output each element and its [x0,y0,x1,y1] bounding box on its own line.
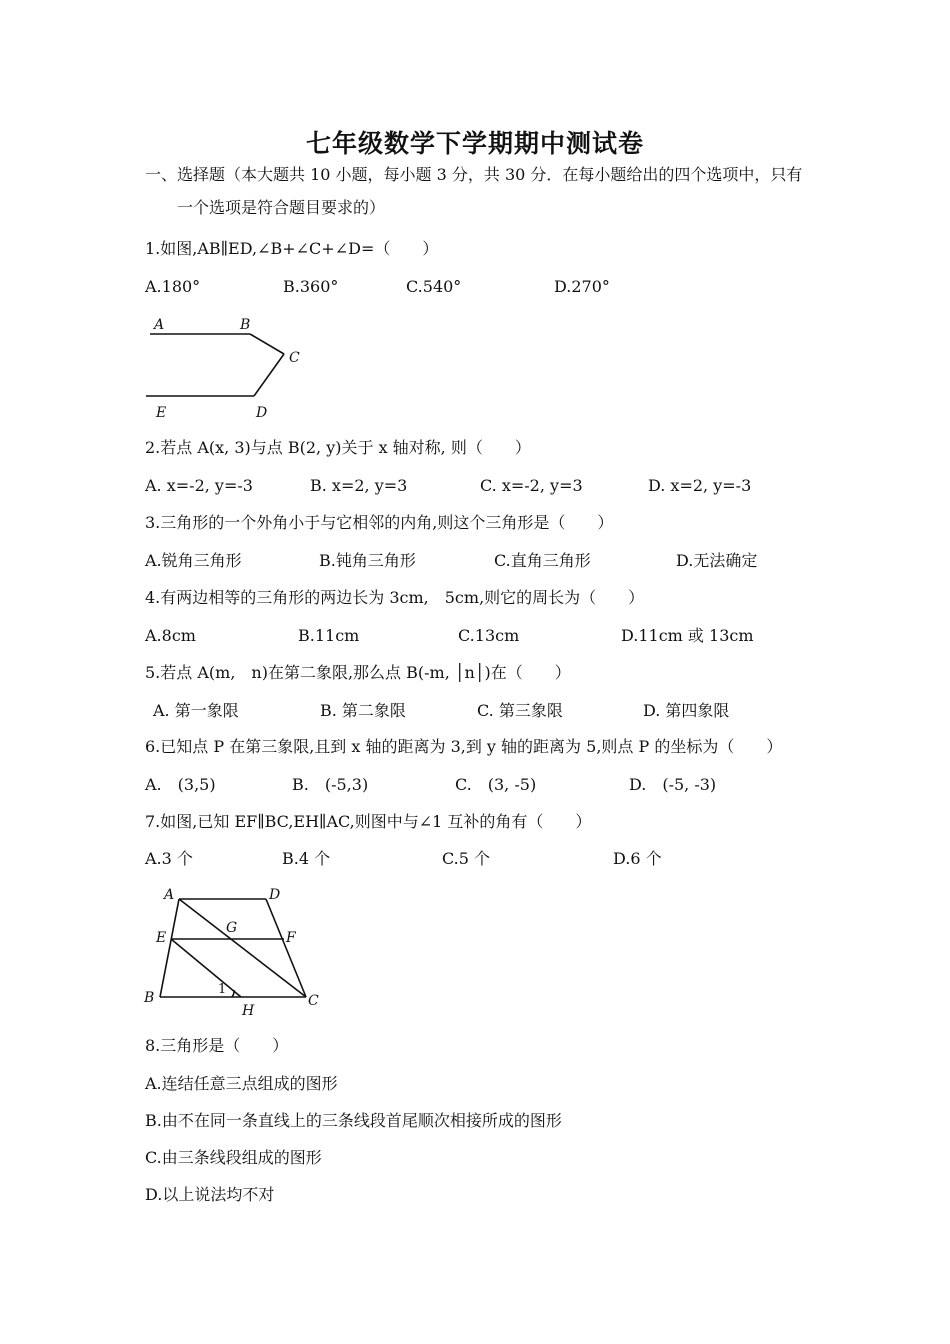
line-ab [160,899,179,997]
question-1-option-d: D.270° [554,277,610,296]
question-8-stem: 8.三角形是（ ） [145,1036,289,1055]
question-4-option-d: D.11cm 或 13cm [621,626,754,645]
question-6-option-b: B. (-5,3) [292,775,369,794]
question-6-option-d: D. (-5, -3) [629,775,717,794]
question-4-option-b: B.11cm [298,626,360,645]
question-1-option-c: C.540° [406,277,462,296]
question-6-option-c: C. (3, -5) [455,775,537,794]
figure-1-label-e: E [156,405,167,421]
figure-1-label-c: C [289,350,300,366]
question-5-option-d: D. 第四象限 [643,701,730,720]
question-6-options [145,774,845,796]
line-eh [171,939,241,997]
question-5-options [145,700,845,722]
figure-2-label-g: G [226,920,238,936]
question-3-option-a: A.锐角三角形 [145,551,242,570]
line-cd [254,354,284,396]
question-4-stem: 4.有两边相等的三角形的两边长为 3cm, 5cm,则它的周长为（ ） [145,588,645,607]
page-title: 七年级数学下学期期中测试卷 [305,129,644,158]
line-ac [179,899,306,997]
question-8-option-c: C.由三条线段组成的图形 [145,1148,322,1167]
question-7-option-c: C.5 个 [442,849,491,868]
figure-1-label-a: A [154,317,165,333]
question-1-option-b: B.360° [283,277,339,296]
question-2-option-b: B. x=2, y=3 [310,476,408,495]
question-2-options [145,475,845,497]
question-2-option-a: A. x=-2, y=-3 [145,476,253,495]
figure-2-label-a: A [164,887,175,903]
figure-2-label-c: C [308,993,319,1009]
question-5-stem: 5.若点 A(m, n)在第二象限,那么点 B(-m, │n│)在（ ） [145,663,571,682]
question-7-stem: 7.如图,已知 EF∥BC,EH∥AC,则图中与∠1 互补的角有（ ） [145,812,592,831]
figure-1-label-b: B [240,317,251,333]
figure-1-parallel-lines [140,312,320,424]
figure-2-label-f: F [286,930,296,946]
question-3-stem: 3.三角形的一个外角小于与它相邻的内角,则这个三角形是（ ） [145,513,614,532]
question-7-option-b: B.4 个 [282,849,331,868]
question-5-option-c: C. 第三象限 [477,701,563,720]
question-3-option-b: B.钝角三角形 [319,551,416,570]
question-2-option-d: D. x=2, y=-3 [648,476,752,495]
figure-2-label-h: H [242,1003,255,1019]
question-8-option-d: D.以上说法均不对 [145,1185,275,1204]
figure-2-label-d: D [269,887,281,903]
question-3-option-d: D.无法确定 [676,551,758,570]
question-5-option-b: B. 第二象限 [320,701,406,720]
question-8-option-b: B.由不在同一条直线上的三条线段首尾顺次相接所成的图形 [145,1111,562,1130]
figure-2-label-b: B [144,990,155,1006]
question-4-option-a: A.8cm [145,626,196,645]
question-3-option-c: C.直角三角形 [494,551,591,570]
question-8-option-a: A.连结任意三点组成的图形 [145,1074,338,1093]
figure-2-label-e: E [156,930,167,946]
question-1-stem: 1.如图,AB∥ED,∠B+∠C+∠D=（ ） [145,239,439,258]
question-7-option-d: D.6 个 [613,849,662,868]
question-1-options [145,276,845,298]
section-heading-line2: 一个选项是符合题目要求的） [177,198,386,217]
figure-2-trapezoid [140,880,330,1020]
question-4-options [145,625,845,647]
question-3-options [145,550,845,572]
section-heading-line1: 一、选择题（本大题共 10 小题，每小题 3 分，共 30 分．在每小题给出的四个选项中，只有 [145,165,803,184]
question-6-stem: 6.已知点 P 在第三象限,且到 x 轴的距离为 3,到 y 轴的距离为 5,则点 P 的坐标为（ ） [145,737,783,756]
question-4-option-c: C.13cm [458,626,520,645]
question-7-option-a: A.3 个 [145,849,193,868]
question-2-option-c: C. x=-2, y=3 [480,476,583,495]
question-1-option-a: A.180° [145,277,201,296]
question-2-stem: 2.若点 A(x, 3)与点 B(2, y)关于 x 轴对称, 则（ ） [145,438,531,457]
question-5-option-a: A. 第一象限 [153,701,239,720]
figure-2-label-angle-1: 1 [218,982,227,997]
line-bc [250,334,284,354]
figure-1-label-d: D [256,405,268,421]
question-6-option-a: A. (3,5) [145,775,216,794]
question-7-options [145,848,845,870]
